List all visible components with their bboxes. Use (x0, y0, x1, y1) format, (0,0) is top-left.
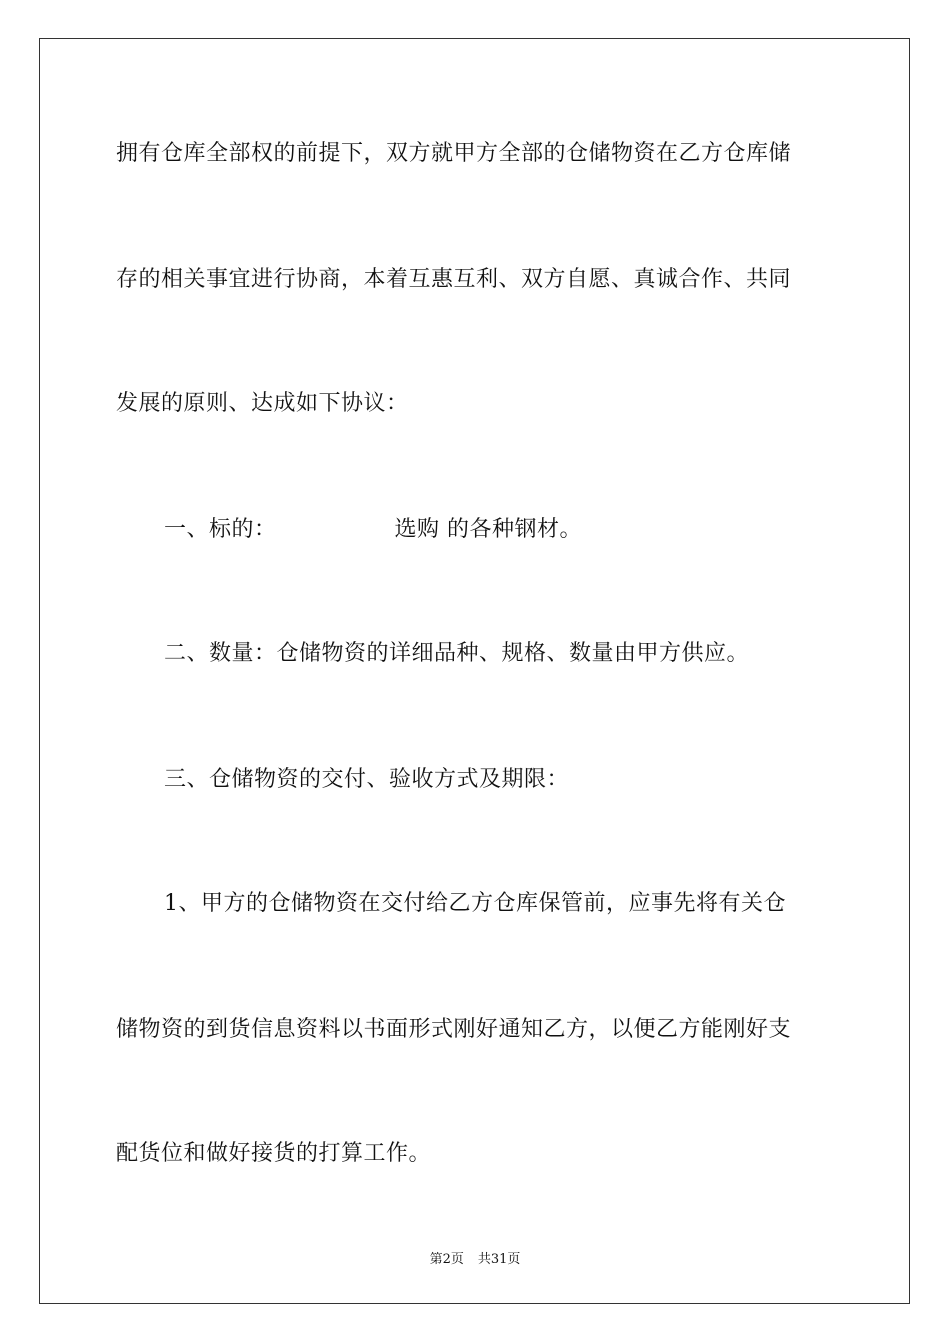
paragraph-line-item1-2: 储物资的到货信息资料以书面形式刚好通知乙方，以便乙方能刚好支 (116, 1017, 792, 1042)
page-number: 第2页 (429, 1252, 464, 1267)
clause-subject-object: 的各种钢材。 (447, 517, 583, 542)
clause-delivery-heading: 三、仓储物资的交付、验收方式及期限： (164, 767, 570, 792)
paragraph-line-1: 拥有仓库全部权的前提下，双方就甲方全部的仓储物资在乙方仓库储 (116, 141, 792, 166)
clause-subject (164, 512, 582, 543)
clause-subject-label: 一、标的： (164, 517, 277, 542)
paragraph-line-3: 发展的原则、达成如下协议： (116, 391, 409, 416)
clause-subject-verb: 选购 (394, 517, 440, 542)
paragraph-line-item1-3: 配货位和做好接货的打算工作。 (116, 1141, 432, 1166)
page-total: 共31页 (477, 1252, 521, 1267)
page-border (39, 38, 910, 1304)
paragraph-line-2: 存的相关事宜进行协商，本着互惠互利、双方自愿、真诚合作、共同 (116, 267, 792, 292)
clause-quantity: 二、数量：仓储物资的详细品种、规格、数量由甲方供应。 (164, 641, 750, 666)
page-footer (0, 1248, 950, 1267)
paragraph-line-item1-1: 1、甲方的仓储物资在交付给乙方仓库保管前，应事先将有关仓 (164, 891, 786, 916)
